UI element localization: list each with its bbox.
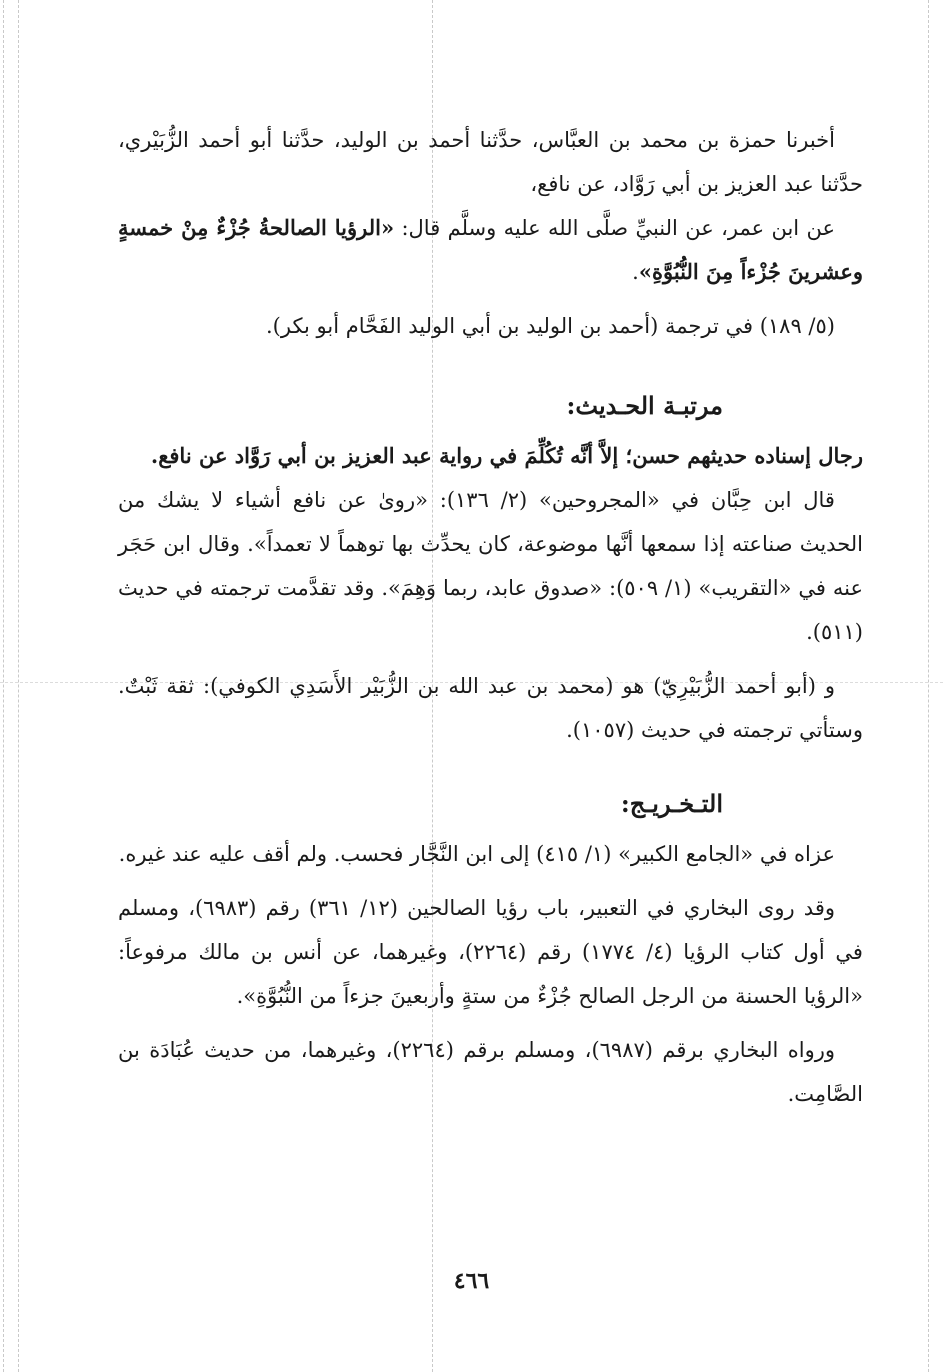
scan-guide-line	[928, 0, 929, 1372]
scan-guide-line	[3, 0, 4, 1372]
source-reference: (٥/ ١٨٩) في ترجمة (أحمد بن الوليد بن أبي الوليد الفَحَّام أبو بكر).	[265, 314, 835, 338]
isnad-paragraph: أخبرنا حمزة بن محمد بن العبَّاس، حدَّثنا أحمد بن الوليد، حدَّثنا أبو أحمد الزُّبَيْري، حدَّثنا عبد العزيز بن أبي رَوَّاد، عن نافع،	[118, 128, 863, 196]
takhrij-paragraph-1: عزاه في «الجامع الكبير» (١/ ٤١٥) إلى ابن النَّجَّار فحسب. ولم أقف عليه عند غيره.	[118, 842, 835, 866]
rank-paragraph-1: قال ابن حِبَّان في «المجروحين» (٢/ ١٣٦): «روىٰ عن نافع أشياء لا يشك من الحديث صناعته إذا سمعها أنَّها موضوعة، كان يحدِّث بها توهماً لا تعمداً». وقال ابن حَجَر عنه في «التقريب» (١/ ٥٠٩): «صدوق عابد، ربما وَهِمَ». وقد تقدَّمت ترجمته في حديث (٥١١).	[118, 488, 863, 644]
takhrij-paragraph-2: وقد روى البخاري في التعبير، باب رؤيا الصالحين (١٢/ ٣٦١) رقم (٦٩٨٣)، ومسلم في أول كتاب الرؤيا (٤/ ١٧٧٤) رقم (٢٢٦٤)، وغيرهما، عن أنس بن مالك مرفوعاً: «الرؤيا الحسنة من الرجل الصالح جُزْءٌ من ستةٍ وأربعينَ جزءاً من النُّبُوَّةِ».	[118, 896, 863, 1008]
section-heading-takhrij: التـخـريـج:	[620, 789, 723, 818]
scan-guide-line	[18, 0, 19, 1372]
takhrij-paragraph-3: ورواه البخاري برقم (٦٩٨٧)، ومسلم برقم (٢٢٦٤)، وغيرهما، من حديث عُبَادَة بن الصَّامِت.	[118, 1038, 863, 1106]
hadith-matn: «الرؤيا الصالحةُ جُزْءٌ مِنْ خمسةٍ وعشرينَ جُزْءاً مِنَ النُّبُوَّةِ»	[118, 215, 863, 284]
rank-paragraph-2: و (أبو أحمد الزُّبَيْرِيّ) هو (محمد بن عبد الله بن الزُّبَيْر الأَسَدِي الكوفي): ثقة ثَبْتٌ. وستأتي ترجمته في حديث (١٠٥٧).	[118, 674, 863, 742]
page-body	[118, 118, 863, 1116]
hadith-end: .	[632, 260, 639, 284]
hadith-paragraph	[118, 206, 863, 294]
section-heading-rank: مرتبـة الحـديث:	[566, 391, 723, 420]
hadith-intro: عن ابن عمر، عن النبيِّ صلَّى الله عليه وسلَّم قال:	[394, 216, 836, 240]
rank-lead-paragraph: رجال إسناده حديثهم حسن؛ إلاَّ أنَّه تُكُلِّمَ في رواية عبد العزيز بن أبي رَوَّاد عن نافع.	[150, 443, 863, 468]
page-number: ٤٦٦	[453, 1268, 490, 1294]
